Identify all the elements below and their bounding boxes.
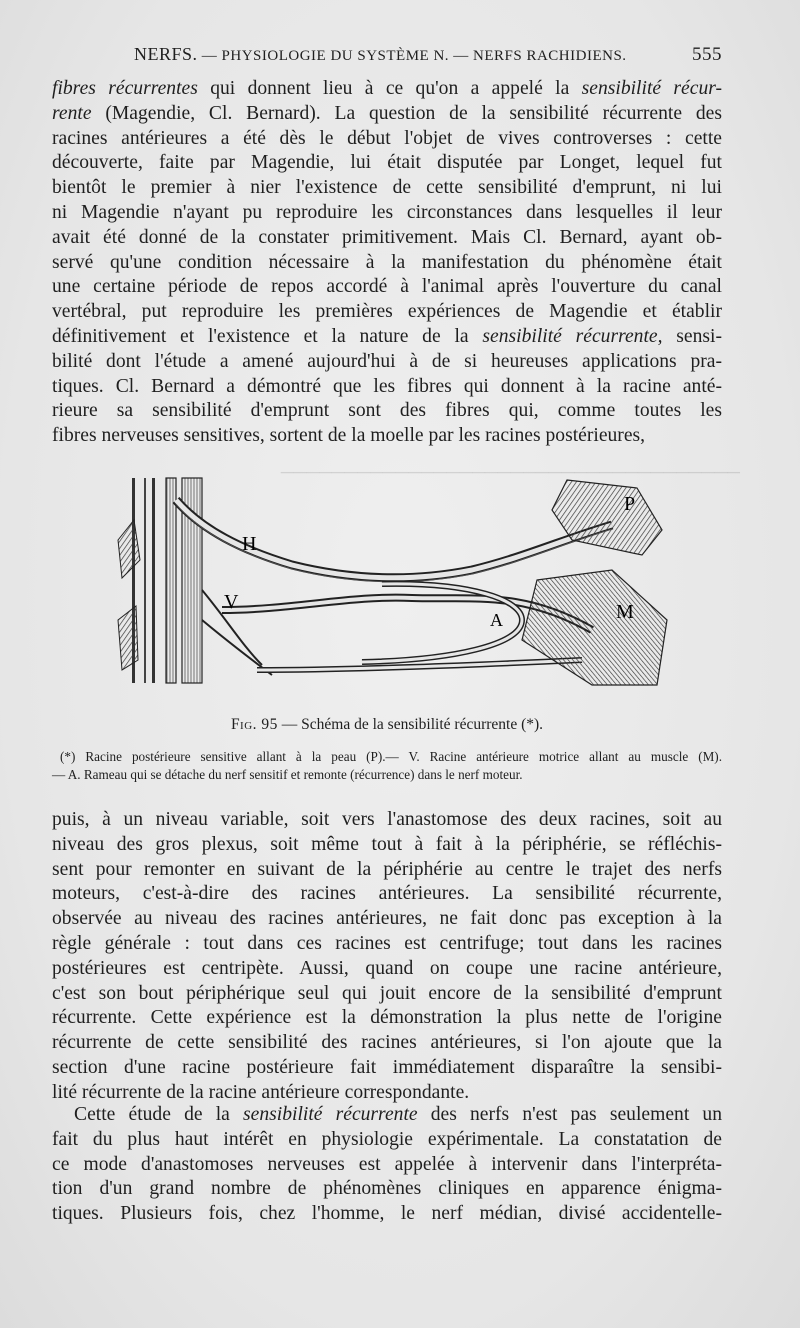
figure-95 — [52, 470, 742, 710]
text-line — [52, 201, 722, 226]
text-line — [52, 275, 722, 300]
label-V: V — [224, 591, 239, 613]
text-line — [52, 325, 722, 350]
text-line — [52, 300, 722, 325]
figure-number: Fig. 95 — [230, 716, 278, 733]
running-title-main: NERFS. — [134, 44, 198, 64]
text-line — [52, 176, 722, 201]
italic-term: sensibilité récur- — [581, 78, 722, 99]
text-line — [52, 375, 722, 400]
text-run: découverte, faite par Magendie, lui était disputée par Longet, lequel fut — [52, 152, 722, 174]
text-line — [52, 424, 722, 449]
text-run: tiques. Cl. Bernard a démontré que les fibres qui donnent à la racine anté- — [52, 375, 722, 397]
figure-caption — [52, 716, 722, 734]
italic-term: sensibilité récurrente, — [482, 325, 663, 347]
running-title-sub: — PHYSIOLOGIE DU SYSTÈME N. — NERFS RACHIDIENS. — [197, 48, 627, 64]
text-line: sent pour remonter en suivant de la périphérie au centre le trajet des nerfs — [52, 858, 722, 880]
text-line — [52, 1153, 722, 1178]
show-through-texture: ──────────────────────────────────── — [280, 462, 740, 482]
text-line — [52, 102, 722, 127]
text-line: section d'une racine postérieure fait immédiatement disparaître la sensibi- — [52, 1056, 722, 1078]
paragraph-2 — [52, 808, 722, 1106]
label-M: M — [616, 601, 634, 623]
text-line — [52, 226, 722, 251]
text-run: bilité dont l'étude a amené aujourd'hui à de si heureuses applications pra- — [52, 350, 722, 372]
label-P: P — [624, 493, 636, 515]
text-run: sensi- — [662, 325, 722, 347]
figure-legend — [52, 748, 722, 783]
text-run: des nerfs n'est pas seulement un — [417, 1104, 723, 1125]
text-run: définitivement et l'existence et la nature de la — [52, 325, 483, 347]
text-run: bientôt le premier à nier l'existence de cette sensibilité d'emprunt, ni lui — [52, 177, 722, 199]
text-line — [52, 399, 722, 424]
paragraph-3 — [52, 1103, 722, 1227]
legend-line: (*) Racine postérieure sensitive allant à la peau (P).— V. Racine antérieure motrice allant au muscle (M). — [60, 749, 722, 764]
text-line — [52, 151, 722, 176]
text-run: ni Magendie n'ayant pu reproduire les circonstances dans lesquelles il leur — [52, 201, 722, 223]
text-run: avait été donné de la constater primitivement. Mais Cl. Bernard, ayant ob- — [52, 226, 722, 248]
text-run: ce mode d'anastomoses nerveuses est appelée à intervenir dans l'interpréta- — [52, 1153, 722, 1175]
text-line — [52, 1103, 722, 1128]
legend-line: — A. Rameau qui se détache du nerf sensitif et remonte (récurrence) dans le nerf moteur. — [52, 766, 523, 782]
italic-term: sensibilité récurrente — [243, 1104, 418, 1125]
text-line: puis, à un niveau variable, soit vers l'anastomose des deux racines, soit au — [52, 809, 722, 830]
recurrent-sensibility-diagram — [52, 470, 742, 710]
text-run: servé qu'une condition nécessaire à la manifestation du phénomène était — [52, 251, 722, 273]
text-line — [52, 1202, 722, 1227]
label-H: H — [242, 533, 257, 555]
text-line: récurrente. Cette expérience est la démonstration la plus nette de l'origine — [52, 1007, 722, 1029]
running-title — [134, 44, 627, 65]
text-line — [52, 1177, 722, 1202]
paragraph-1 — [52, 77, 722, 449]
italic-term: fibres récurrentes — [52, 78, 198, 99]
text-run: racines antérieures a été dès le début l'objet de vives controverses : cette — [52, 127, 722, 149]
text-run: fait du plus haut intérêt en physiologie expérimentale. La constatation de — [52, 1128, 722, 1150]
text-line: postérieures est centripète. Aussi, quand on coupe une racine antérieure, — [52, 957, 722, 979]
text-line: moteurs, c'est-à-dire des racines antérieures. La sensibilité récurrente, — [52, 883, 722, 905]
text-run: tiques. Plusieurs fois, chez l'homme, le nerf médian, divisé accidentelle- — [52, 1203, 722, 1225]
text-line: lité récurrente de la racine antérieure correspondante. — [52, 1081, 470, 1103]
text-run: (Magendie, Cl. Bernard). La question de la sensibilité récurrente des — [91, 102, 722, 124]
text-line: observée au niveau des racines antérieures, ne fait donc pas exception à la — [52, 908, 722, 930]
text-run: tion d'un grand nombre de phénomènes cliniques en apparence énigma- — [52, 1178, 722, 1200]
text-line — [52, 350, 722, 375]
text-line: règle générale : tout dans ces racines est centrifuge; tout dans les racines — [52, 932, 722, 954]
text-run: qui donnent lieu à ce qu'on a appelé la — [197, 78, 582, 99]
page-number: 555 — [692, 44, 722, 65]
italic-term: rente — [52, 102, 92, 124]
text-line: récurrente de cette sensibilité des racines antérieures, si l'on ajoute que la — [52, 1032, 722, 1054]
muscle-M-illustration — [522, 570, 667, 685]
text-line: c'est son bout périphérique seul qui jouit encore de la sensibilité d'emprunt — [52, 982, 722, 1004]
figure-caption-text: — Schéma de la sensibilité récurrente (*). — [277, 716, 544, 733]
text-run: rieure sa sensibilité d'emprunt sont des fibres qui, comme toutes les — [52, 400, 722, 422]
text-run: vertébral, put reproduire les premières expériences de Magendie et établir — [52, 301, 722, 323]
text-line — [52, 127, 722, 152]
text-line — [52, 251, 722, 276]
text-run: fibres nerveuses sensitives, sortent de la moelle par les racines postérieures, — [52, 425, 646, 447]
text-run: une certaine période de repos accordé à l'animal après l'ouverture du canal — [52, 276, 722, 298]
running-header — [52, 44, 722, 66]
text-line — [52, 1128, 722, 1153]
label-A: A — [490, 610, 503, 630]
text-line — [52, 77, 722, 102]
text-line: niveau des gros plexus, soit même tout à fait à la périphérie, se réfléchis- — [52, 833, 722, 855]
text-run: Cette étude de la — [74, 1104, 244, 1125]
